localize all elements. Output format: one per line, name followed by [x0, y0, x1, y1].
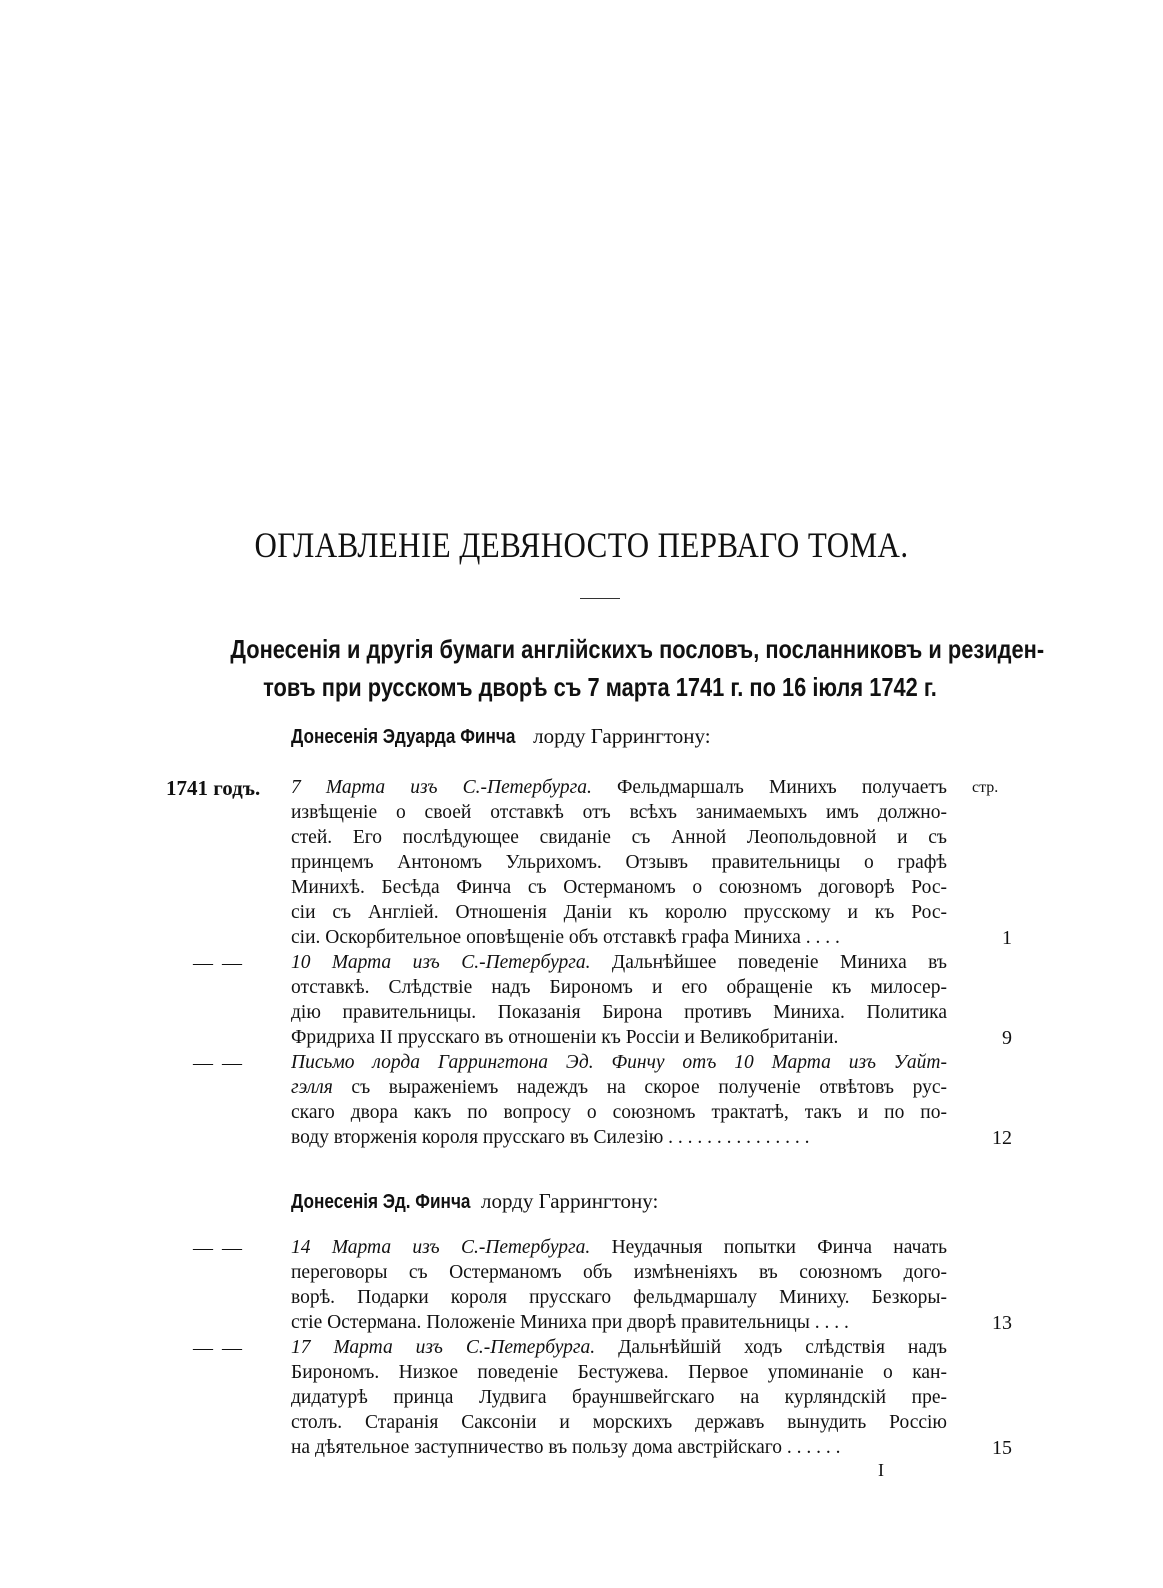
section-heading-line-2: товъ при русскомъ дворѣ съ 7 марта 1741 г. по 16 іюля 1742 г. [263, 672, 937, 702]
subsection-author: Донесенія Эдуарда Финча [291, 726, 516, 748]
entry-line: 10 Марта изъ С.-Петербурга. Дальнѣйшее поведеніе Миниха въ [291, 952, 947, 973]
page-number: 15 [992, 1437, 1012, 1459]
entry-line: 14 Марта изъ С.-Петербурга. Неудачныя попытки Финча начать [291, 1237, 947, 1258]
entry-line: стіе Остермана. Положеніе Миниха при дворѣ правительницы . . . . [291, 1312, 849, 1333]
entry-line: воду вторженія короля прусскаго въ Силезію . . . . . . . . . . . . . . . [291, 1127, 810, 1148]
ditto-dash: — — [193, 952, 244, 974]
ditto-dash: — — [193, 1237, 244, 1259]
entry-line: извѣщеніе о своей отставкѣ отъ всѣхъ занимаемыхъ имъ должно- [291, 802, 947, 823]
entry-line: на дѣятельное заступничество въ пользу дома австрійскаго . . . . . . [291, 1437, 841, 1458]
page-title: ОГЛАВЛЕНІЕ ДЕВЯНОСТО ПЕРВАГО ТОМА. [254, 525, 909, 565]
entry-line: Письмо лорда Гаррингтона Эд. Финчу отъ 10 Марта изъ Уайт- [291, 1052, 947, 1073]
entry-line: Бирономъ. Низкое поведеніе Бестужева. Первое упоминаніе о кан- [291, 1362, 947, 1383]
title-divider [580, 598, 620, 599]
entry-line: принцемъ Антономъ Ульрихомъ. Отзывъ правительницы о графѣ [291, 852, 947, 873]
page-number: 12 [992, 1127, 1012, 1149]
entry-line: переговоры съ Остерманомъ объ измѣненіяхъ въ союзномъ дого- [291, 1262, 947, 1283]
entry-line: 7 Марта изъ С.-Петербурга. Фельдмаршалъ Минихъ получаетъ [291, 777, 947, 798]
entry-line: Фридриха II прусскаго въ отношеніи къ Россіи и Великобританіи. [291, 1027, 839, 1048]
page-column-label: стр. [972, 779, 999, 796]
ditto-dash: — — [193, 1337, 244, 1359]
page-number: 13 [992, 1312, 1012, 1334]
entry-line: 17 Марта изъ С.-Петербурга. Дальнѣйшій ходъ слѣдствія надъ [291, 1337, 947, 1358]
entry-line: ворѣ. Подарки короля прусскаго фельдмаршалу Миниху. Безкоры- [291, 1287, 947, 1308]
entry-line: дію правительницы. Показанія Бирона противъ Миниха. Политика [291, 1002, 947, 1023]
section-heading [160, 630, 1045, 706]
entry-line: сіи. Оскорбительное оповѣщеніе объ отставкѣ графа Миниха . . . . [291, 927, 840, 948]
year-label: 1741 годъ. [166, 776, 261, 800]
subsection-heading-1 [291, 724, 711, 749]
subsection-heading-2 [291, 1189, 658, 1214]
entry-line: стей. Его послѣдующее свиданіе съ Анной Леопольдовной и съ [291, 827, 947, 848]
entry-line: отставкѣ. Слѣдствіе надъ Бирономъ и его обращеніе къ милосер- [291, 977, 947, 998]
ditto-dash: — — [193, 1052, 244, 1074]
entry-line: сіи съ Англіей. Отношенія Даніи къ королю прусскому и къ Рос- [291, 902, 947, 923]
page-number: 1 [1002, 927, 1012, 949]
folio-number: I [878, 1460, 884, 1480]
entry-line: гэлля съ выраженіемъ надеждъ на скорое полученіе отвѣтовъ рус- [291, 1077, 947, 1098]
subsection-addressee: лорду Гаррингтону: [527, 724, 711, 748]
entry-line: дидатурѣ принца Лудвига брауншвейгскаго на курляндскій пре- [291, 1387, 947, 1408]
subsection-author: Донесенія Эд. Финча [291, 1191, 471, 1213]
entry-line: скаго двора какъ по вопросу о союзномъ трактатѣ, такъ и по по- [291, 1102, 947, 1123]
entry-line: столъ. Старанія Саксоніи и морскихъ державъ вынудить Россію [291, 1412, 947, 1433]
subsection-addressee: лорду Гаррингтону: [475, 1189, 659, 1213]
section-heading-line-1: Донесенія и другія бумаги англійскихъ пословъ, посланниковъ и резиден- [230, 634, 1045, 664]
entry-line: Минихѣ. Бесѣда Финча съ Остерманомъ о союзномъ договорѣ Рос- [291, 877, 947, 898]
page-number: 9 [1002, 1027, 1012, 1049]
